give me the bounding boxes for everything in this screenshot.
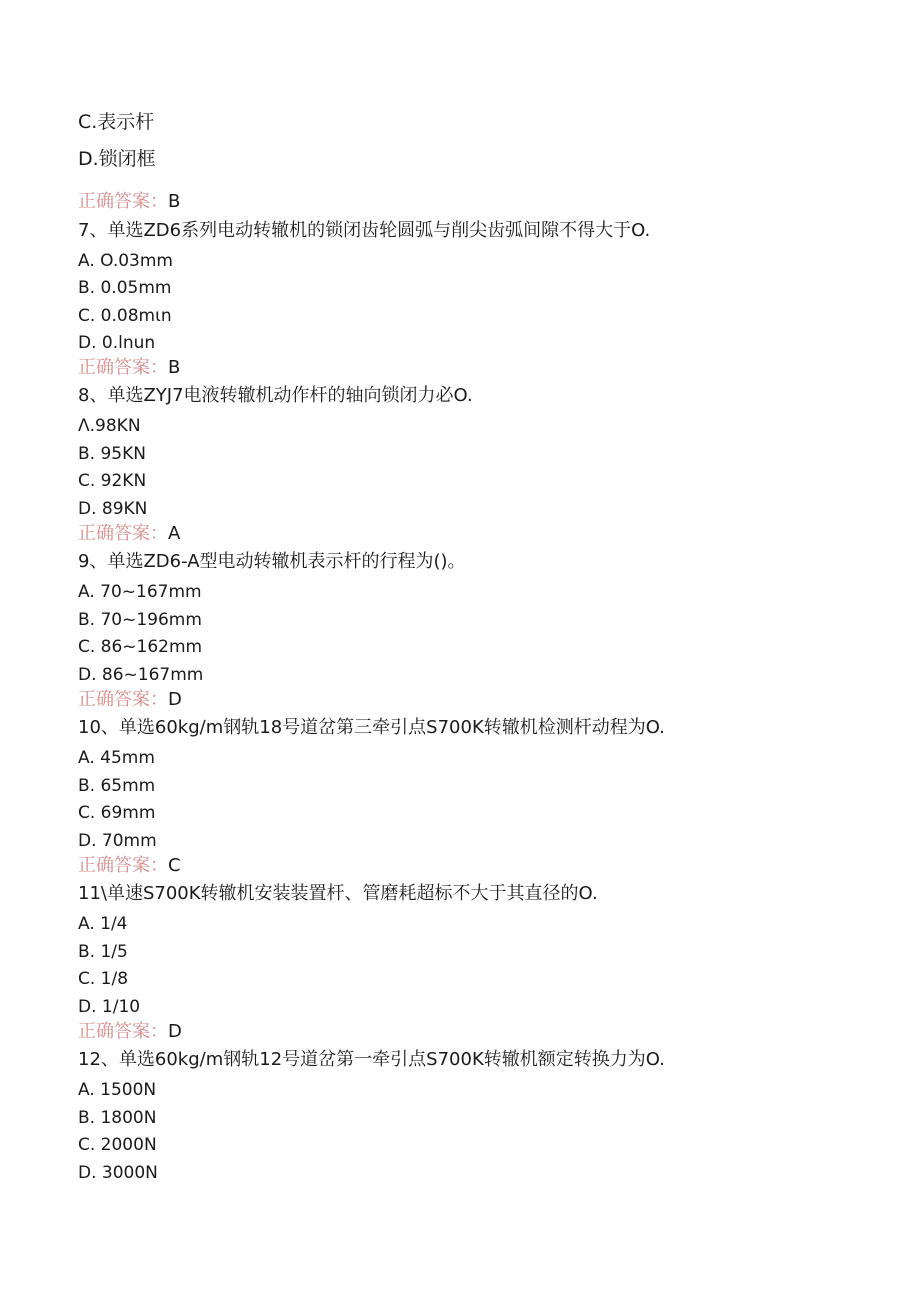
question-7-option-c: C. 0.08mιn	[78, 306, 172, 326]
question-8-option-b: B. 95KN	[78, 444, 146, 464]
question-8-option-c: C. 92KN	[78, 471, 147, 491]
question-10-option-b: B. 65mm	[78, 776, 156, 796]
question-7-option-d: D. 0.lnun	[78, 333, 156, 353]
answer-label: 正确答案：	[78, 523, 168, 544]
answer-value: A	[168, 523, 181, 544]
answer-label: 正确答案：	[78, 689, 168, 710]
answer-value: D	[168, 689, 182, 710]
answer-label: 正确答案：	[78, 191, 168, 212]
question-7-stem: 7、单选ZD6系列电动转辙机的锁闭齿轮圆弧与削尖齿弧间隙不得大于O.	[78, 220, 651, 241]
question-9-stem: 9、单选ZD6-A型电动转辙机表示杆的行程为()。	[78, 551, 466, 572]
question-12-stem: 12、单选60kg∕m钢轨12号道岔第一牵引点S700K转辙机额定转换力为O.	[78, 1049, 665, 1070]
question-12-option-b: B. 1800N	[78, 1108, 157, 1128]
question-11-option-c: C. 1/8	[78, 969, 129, 989]
question-10-option-a: A. 45mm	[78, 748, 155, 768]
answer-value: B	[168, 191, 181, 212]
question-12-option-a: A. 1500N	[78, 1080, 157, 1100]
answer-value: C	[168, 855, 181, 876]
question-7-answer	[78, 357, 180, 379]
answer-value: D	[168, 1021, 182, 1042]
answer-value: B	[168, 357, 181, 378]
question-12-option-c: C. 2000N	[78, 1135, 157, 1155]
question-11-option-d: D. 1/10	[78, 997, 141, 1017]
question-8-option-a: Λ.98KN	[78, 416, 141, 436]
question-7-option-a: A. O.03mm	[78, 251, 173, 271]
question-10-stem: 10、单选60kg∕m钢轨18号道岔第三牵引点S700K转辙机检测杆动程为O.	[78, 717, 665, 738]
answer-line-prev	[78, 191, 180, 213]
question-11-stem: 11\单速S700K转辙机安装装置杆、管磨耗超标不大于其直径的O.	[78, 883, 598, 904]
answer-label: 正确答案：	[78, 1021, 168, 1042]
question-12-option-d: D. 3000N	[78, 1163, 158, 1183]
question-10-answer	[78, 855, 181, 877]
answer-label: 正确答案：	[78, 357, 168, 378]
question-8-answer	[78, 523, 180, 545]
question-8-option-d: D. 89KN	[78, 499, 148, 519]
question-9-option-b: B. 70~196mm	[78, 610, 202, 630]
question-11-option-b: B. 1/5	[78, 942, 128, 962]
question-11-option-a: A. 1/4	[78, 914, 128, 934]
option-c-prev: C.表示杆	[78, 111, 155, 133]
question-10-option-c: C. 69mm	[78, 803, 156, 823]
question-9-option-c: C. 86~162mm	[78, 637, 203, 657]
option-d-prev: D.锁闭框	[78, 148, 156, 170]
question-8-stem: 8、单选ZYJ7电液转辙机动作杆的轴向锁闭力必O.	[78, 385, 473, 406]
question-11-answer	[78, 1021, 182, 1043]
question-9-answer	[78, 689, 182, 711]
question-7-option-b: B. 0.05mm	[78, 278, 172, 298]
question-9-option-a: A. 70~167mm	[78, 582, 202, 602]
question-9-option-d: D. 86~167mm	[78, 665, 204, 685]
question-10-option-d: D. 70mm	[78, 831, 157, 851]
answer-label: 正确答案：	[78, 855, 168, 876]
